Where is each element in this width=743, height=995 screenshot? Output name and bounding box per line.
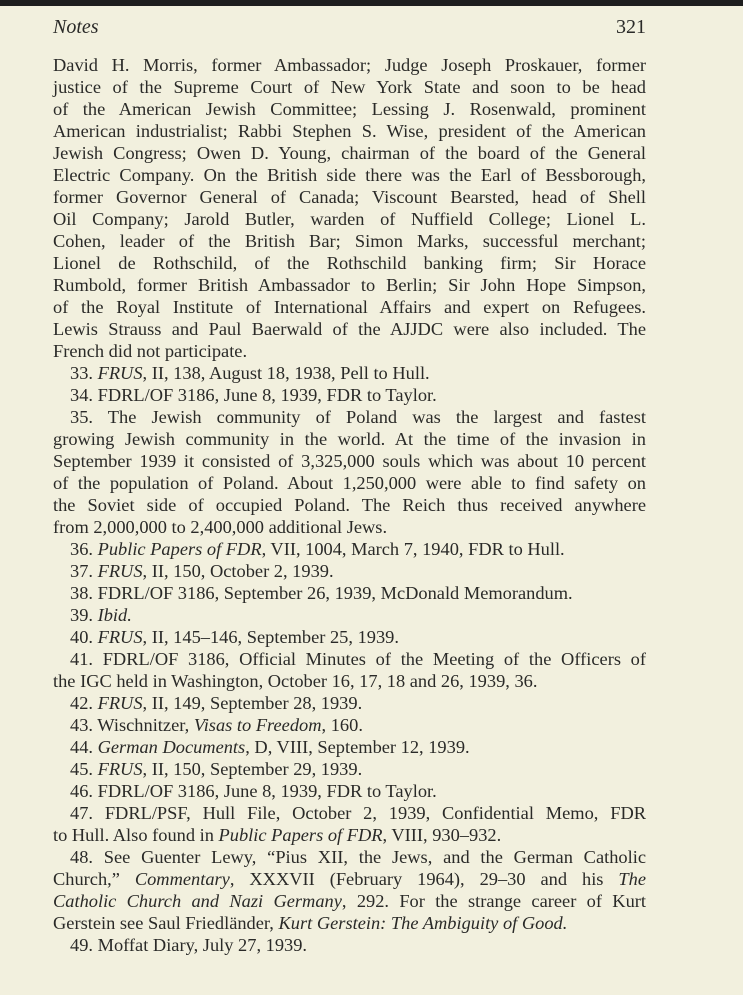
note-line: [53, 692, 646, 714]
note-line: [53, 846, 646, 868]
italic-title: FRUS: [97, 561, 143, 581]
note-line: [53, 868, 646, 890]
note-line: [53, 626, 646, 648]
note-text: 35. The Jewish community of Poland was the largest and fastest: [70, 407, 646, 427]
note-text: , II, 145–146, September 25, 1939.: [142, 627, 399, 647]
italic-title: Kurt Gerstein: The Ambiguity of Good.: [278, 913, 568, 933]
note-line: [53, 516, 646, 538]
note-text: , XXXVII (February 1964), 29–30 and his: [229, 869, 619, 889]
note-text: 34. FDRL/OF 3186, June 8, 1939, FDR to Taylor.: [70, 385, 437, 405]
note-text: Jewish Congress; Owen D. Young, chairman of the board of the General: [53, 143, 646, 163]
note-text: French did not participate.: [53, 341, 248, 361]
note-text: Rumbold, former British Ambassador to Berlin; Sir John Hope Simpson,: [53, 275, 646, 295]
note-continuation-line: [53, 318, 646, 340]
note-text: David H. Morris, former Ambassador; Judge Joseph Proskauer, former: [53, 55, 646, 75]
note-continuation-line: [53, 340, 646, 362]
note-text: Gerstein see Saul Friedländer,: [53, 913, 279, 933]
note-line: [53, 428, 646, 450]
note-text: , 292. For the strange career of Kurt: [341, 891, 646, 911]
note-line: [53, 362, 646, 384]
note-line: [53, 582, 646, 604]
italic-title: Ibid.: [97, 605, 132, 625]
note-text: 37.: [70, 561, 98, 581]
note-text: , VII, 1004, March 7, 1940, FDR to Hull.: [261, 539, 565, 559]
note-line: [53, 560, 646, 582]
note-line: [53, 384, 646, 406]
note-continuation-line: [53, 120, 646, 142]
note-text: , II, 138, August 18, 1938, Pell to Hull.: [142, 363, 430, 383]
note-text: 40.: [70, 627, 98, 647]
page-header: [53, 14, 646, 42]
note-line: [53, 406, 646, 428]
note-text: 47. FDRL/PSF, Hull File, October 2, 1939, Confidential Memo, FDR: [70, 803, 646, 823]
note-text: from 2,000,000 to 2,400,000 additional Jews.: [53, 517, 388, 537]
note-text: Church,”: [53, 869, 135, 889]
note-text: , VIII, 930–932.: [382, 825, 502, 845]
scan-border: [0, 0, 743, 6]
note-text: the Soviet side of occupied Poland. The Reich thus received anywhere: [53, 495, 646, 515]
note-line: [53, 472, 646, 494]
italic-title: FRUS: [97, 627, 143, 647]
note-continuation-line: [53, 164, 646, 186]
note-line: [53, 450, 646, 472]
note-line: [53, 802, 646, 824]
note-continuation-line: [53, 208, 646, 230]
note-continuation-line: [53, 230, 646, 252]
note-continuation-line: [53, 252, 646, 274]
italic-title: Commentary: [134, 869, 230, 889]
note-text: 33.: [70, 363, 98, 383]
note-continuation-line: [53, 186, 646, 208]
note-line: [53, 604, 646, 626]
note-line: [53, 494, 646, 516]
note-text: 48. See Guenter Lewy, “Pius XII, the Jews, and the German Catholic: [70, 847, 646, 867]
note-text: 45.: [70, 759, 98, 779]
note-line: [53, 670, 646, 692]
note-line: [53, 714, 646, 736]
italic-title: Public Papers of FDR: [218, 825, 383, 845]
note-line: [53, 736, 646, 758]
note-text: former Governor General of Canada; Viscount Bearsted, head of Shell: [53, 187, 646, 207]
note-line: [53, 912, 646, 934]
note-text: 43. Wischnitzer,: [70, 715, 194, 735]
note-continuation-line: [53, 54, 646, 76]
note-continuation-line: [53, 142, 646, 164]
note-text: to Hull. Also found in: [53, 825, 219, 845]
note-line: [53, 648, 646, 670]
note-line: [53, 758, 646, 780]
italic-title: Catholic Church and Nazi Germany: [53, 891, 342, 911]
note-continuation-line: [53, 296, 646, 318]
note-text: 46. FDRL/OF 3186, June 8, 1939, FDR to Taylor.: [70, 781, 437, 801]
note-text: justice of the Supreme Court of New York State and soon to be head: [53, 77, 646, 97]
note-text: 41. FDRL/OF 3186, Official Minutes of the Meeting of the Officers of: [70, 649, 646, 669]
note-line: [53, 890, 646, 912]
note-text: Lionel de Rothschild, of the Rothschild banking firm; Sir Horace: [53, 253, 646, 273]
note-text: , II, 150, September 29, 1939.: [142, 759, 363, 779]
note-text: Lewis Strauss and Paul Baerwald of the AJJDC were also included. The: [53, 319, 646, 339]
note-text: of the population of Poland. About 1,250,000 were able to find safety on: [53, 473, 646, 493]
note-text: Electric Company. On the British side there was the Earl of Bessborough,: [53, 165, 646, 185]
note-text: 39.: [70, 605, 98, 625]
note-text: 49. Moffat Diary, July 27, 1939.: [70, 935, 308, 955]
notes-body: [53, 54, 646, 956]
note-text: American industrialist; Rabbi Stephen S. Wise, president of the American: [53, 121, 646, 141]
page-number: 321: [616, 16, 646, 38]
italic-title: The: [618, 869, 646, 889]
note-text: 42.: [70, 693, 98, 713]
note-line: [53, 934, 646, 956]
note-text: , II, 150, October 2, 1939.: [142, 561, 334, 581]
note-text: September 1939 it consisted of 3,325,000 souls which was about 10 percent: [53, 451, 646, 471]
italic-title: German Documents: [97, 737, 246, 757]
italic-title: FRUS: [97, 693, 143, 713]
note-line: [53, 780, 646, 802]
italic-title: FRUS: [97, 759, 143, 779]
italic-title: FRUS: [97, 363, 143, 383]
note-text: , D, VIII, September 12, 1939.: [245, 737, 470, 757]
note-line: [53, 538, 646, 560]
note-text: , 160.: [321, 715, 363, 735]
note-text: , II, 149, September 28, 1939.: [142, 693, 363, 713]
note-line: [53, 824, 646, 846]
note-continuation-line: [53, 98, 646, 120]
running-head: Notes: [53, 16, 99, 38]
note-text: 44.: [70, 737, 98, 757]
note-continuation-line: [53, 76, 646, 98]
note-text: Oil Company; Jarold Butler, warden of Nuffield College; Lionel L.: [53, 209, 646, 229]
note-continuation-line: [53, 274, 646, 296]
note-text: the IGC held in Washington, October 16, 17, 18 and 26, 1939, 36.: [53, 671, 538, 691]
italic-title: Visas to Freedom: [193, 715, 322, 735]
note-text: growing Jewish community in the world. At the time of the invasion in: [53, 429, 646, 449]
note-text: of the Royal Institute of International Affairs and expert on Refugees.: [53, 297, 646, 317]
note-text: 36.: [70, 539, 98, 559]
note-text: 38. FDRL/OF 3186, September 26, 1939, McDonald Memorandum.: [70, 583, 573, 603]
note-text: of the American Jewish Committee; Lessing J. Rosenwald, prominent: [53, 99, 646, 119]
note-text: Cohen, leader of the British Bar; Simon Marks, successful merchant;: [53, 231, 646, 251]
italic-title: Public Papers of FDR: [97, 539, 262, 559]
